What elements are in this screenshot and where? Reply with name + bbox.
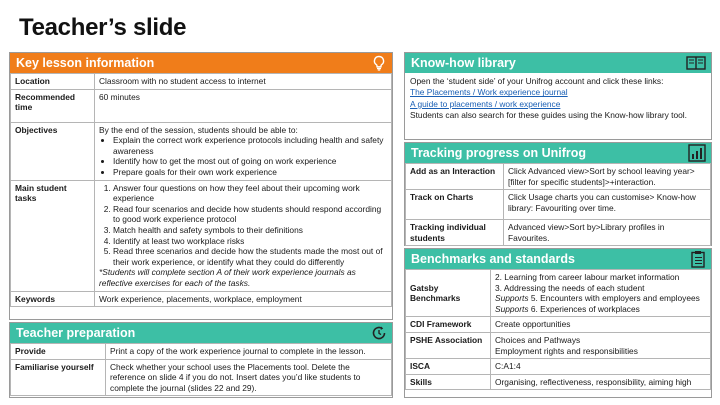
list-item: • Identify how to get the most out of going on work experience <box>113 156 387 167</box>
gatsby-line-text: 6. Experiences of workplaces <box>528 303 640 314</box>
list-item: 4. Identify at least two workplace risks <box>113 236 387 247</box>
know-how-heading: Know-how library <box>411 56 516 70</box>
gatsby-line <box>495 304 706 315</box>
tracking-table <box>405 163 711 246</box>
keywords-value: Work experience, placements, workplace, employment <box>95 291 392 307</box>
skills-value: Organising, reflectiveness, responsibility, aiming high <box>491 374 711 390</box>
time-label: Recommended time <box>11 89 95 122</box>
teacher-prep-heading: Teacher preparation <box>16 326 136 340</box>
know-how-body <box>405 73 711 125</box>
placements-journal-link[interactable]: The Placements / Work experience journal <box>410 87 568 98</box>
list-item: • Prepare goals for their own work experience <box>113 167 387 178</box>
tracking-label: Tracking individual students <box>406 220 504 246</box>
gatsby-cell <box>491 270 711 317</box>
list-item: 1. Answer four questions on how they feel about their upcoming work experience <box>113 183 387 204</box>
know-how-intro: Open the ‘student side’ of your Unifrog account and click these links: <box>410 76 664 86</box>
gatsby-line <box>495 293 706 304</box>
clipboard-checklist-icon <box>690 250 706 268</box>
pshe-cell <box>491 332 711 358</box>
tasks-cell <box>95 180 392 291</box>
objectives-label: Objectives <box>11 122 95 180</box>
objectives-cell <box>95 122 392 180</box>
supports-word: Supports <box>495 293 529 304</box>
key-lesson-header <box>10 53 392 73</box>
tracking-label: Track on Charts <box>406 190 504 220</box>
book-icon <box>686 55 706 71</box>
tracking-label: Add as an Interaction <box>406 164 504 190</box>
familiarise-label: Familiarise yourself <box>11 359 106 396</box>
supports-word: Supports <box>495 303 529 314</box>
tasks-note: *Students will complete section A of their work experience journals as reflective exercises for each of the tasks. <box>99 267 356 288</box>
cdi-value: Create opportunities <box>491 317 711 333</box>
list-item: 3. Match health and safety symbols to their definitions <box>113 225 387 236</box>
tracking-value: Click Advanced view>Sort by school leaving year>[filter for specific students]>+interaction. <box>504 164 711 190</box>
location-label: Location <box>11 74 95 90</box>
lightbulb-icon <box>371 55 387 71</box>
know-how-panel <box>404 52 712 140</box>
cdi-label: CDI Framework <box>406 317 491 333</box>
gatsby-line: 2. Learning from career labour market information <box>495 272 680 282</box>
gatsby-label: Gatsby Benchmarks <box>406 270 491 317</box>
key-lesson-panel <box>9 52 393 320</box>
teacher-prep-header <box>10 323 392 343</box>
table-row <box>406 220 711 246</box>
know-how-header <box>405 53 711 73</box>
keywords-label: Keywords <box>11 291 95 307</box>
tasks-label: Main student tasks <box>11 180 95 291</box>
teacher-prep-table <box>10 343 392 396</box>
placements-guide-link[interactable]: A guide to placements / work experience <box>410 98 561 109</box>
page-title: Teacher’s slide <box>19 14 187 41</box>
pshe-label: PSHE Association <box>406 332 491 358</box>
benchmarks-table <box>405 269 711 390</box>
gatsby-line: 3. Addressing the needs of each student <box>495 282 645 293</box>
familiarise-value: Check whether your school uses the Placements tool. Delete the reference on slide 4 if you do not. Insert dates you’d like students to complete the journal (slides 22 and 29). <box>106 359 392 396</box>
isca-value: C:A1:4 <box>491 359 711 375</box>
table-row <box>406 317 711 333</box>
table-row <box>11 89 392 122</box>
clock-refresh-icon <box>371 325 387 341</box>
table-row <box>11 180 392 291</box>
location-value: Classroom with no student access to internet <box>95 74 392 90</box>
pshe-line: Employment rights and responsibilities <box>495 345 638 356</box>
gatsby-line-text: 5. Encounters with employers and employees <box>528 293 700 304</box>
bar-chart-icon <box>688 144 706 162</box>
tracking-panel <box>404 142 712 246</box>
benchmarks-heading: Benchmarks and standards <box>411 252 575 266</box>
tracking-heading: Tracking progress on Unifrog <box>411 146 587 160</box>
key-lesson-heading: Key lesson information <box>16 56 155 70</box>
table-row <box>406 190 711 220</box>
table-row <box>11 359 392 396</box>
tasks-list <box>99 183 387 268</box>
provide-label: Provide <box>11 344 106 360</box>
tracking-header <box>405 143 711 163</box>
tracking-value: Click Usage charts you can customise> Know-how library: Favouriting over time. <box>504 190 711 220</box>
table-row <box>406 332 711 358</box>
benchmarks-panel <box>404 248 712 398</box>
skills-label: Skills <box>406 374 491 390</box>
table-row <box>406 164 711 190</box>
table-row <box>406 374 711 390</box>
tracking-value: Advanced view>Sort by>Library profiles in Favourites. <box>504 220 711 246</box>
list-item: • Explain the correct work experience protocols including health and safety awareness <box>113 135 387 156</box>
list-item: 5. Read three scenarios and decide how the students made the most out of their work experience, or identify what they could do differently <box>113 246 387 267</box>
objectives-intro: By the end of the session, students should be able to: <box>99 124 298 135</box>
table-row <box>11 74 392 90</box>
table-row <box>11 291 392 307</box>
key-lesson-table <box>10 73 392 307</box>
isca-label: ISCA <box>406 359 491 375</box>
list-item: 2. Read four scenarios and decide how students should respond according to good work experience protocol <box>113 204 387 225</box>
table-row <box>406 270 711 317</box>
teacher-prep-panel <box>9 322 393 398</box>
table-row <box>406 359 711 375</box>
provide-value: Print a copy of the work experience journal to complete in the lesson. <box>106 344 392 360</box>
table-row <box>11 122 392 180</box>
table-row <box>11 344 392 360</box>
objectives-list <box>99 135 387 177</box>
pshe-line: Choices and Pathways <box>495 334 581 345</box>
time-value: 60 minutes <box>95 89 392 122</box>
benchmarks-header <box>405 249 711 269</box>
know-how-outro: Students can also search for these guides using the Know-how library tool. <box>410 110 687 121</box>
